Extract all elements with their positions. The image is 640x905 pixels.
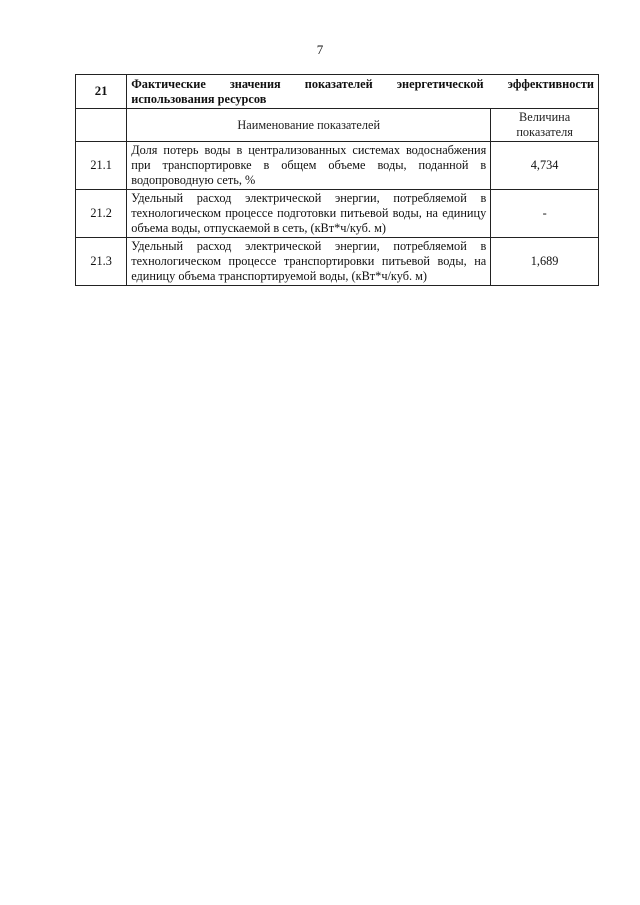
row-indicator-name: Удельный расход электрической энергии, потребляемой в технологическом процессе подготовки питьевой воды, на единицу объема воды, отпускаемой в сеть, (кВт*ч/куб. м) xyxy=(127,190,491,238)
row-number: 21.2 xyxy=(76,190,127,238)
section-title xyxy=(127,75,599,109)
table-row xyxy=(76,190,599,238)
row-indicator-value: 4,734 xyxy=(491,142,599,190)
table-row xyxy=(76,238,599,286)
row-indicator-name: Доля потерь воды в централизованных системах водоснабжения при транспортировке в общем объеме воды, поданной в водопроводную сеть, % xyxy=(127,142,491,190)
page-number: 7 xyxy=(316,42,324,57)
row-indicator-value: 1,689 xyxy=(491,238,599,286)
row-indicator-name: Удельный расход электрической энергии, потребляемой в технологическом процессе транспортировки питьевой воды, на единицу объема транспортируемой воды, (кВт*ч/куб. м) xyxy=(127,238,491,286)
section-title-line1: Фактические значения показателей энергетической эффективности xyxy=(131,76,594,91)
header-name-cell: Наименование показателей xyxy=(127,109,491,142)
energy-efficiency-table xyxy=(75,74,599,286)
row-number: 21.3 xyxy=(76,238,127,286)
row-indicator-value: - xyxy=(491,190,599,238)
section-number: 21 xyxy=(76,75,127,109)
table-row xyxy=(76,142,599,190)
row-number: 21.1 xyxy=(76,142,127,190)
column-header-row xyxy=(76,109,599,142)
section-title-line2: использования ресурсов xyxy=(131,91,267,106)
header-num-cell xyxy=(76,109,127,142)
header-value-cell: Величина показателя xyxy=(491,109,599,142)
section-header-row xyxy=(76,75,599,109)
